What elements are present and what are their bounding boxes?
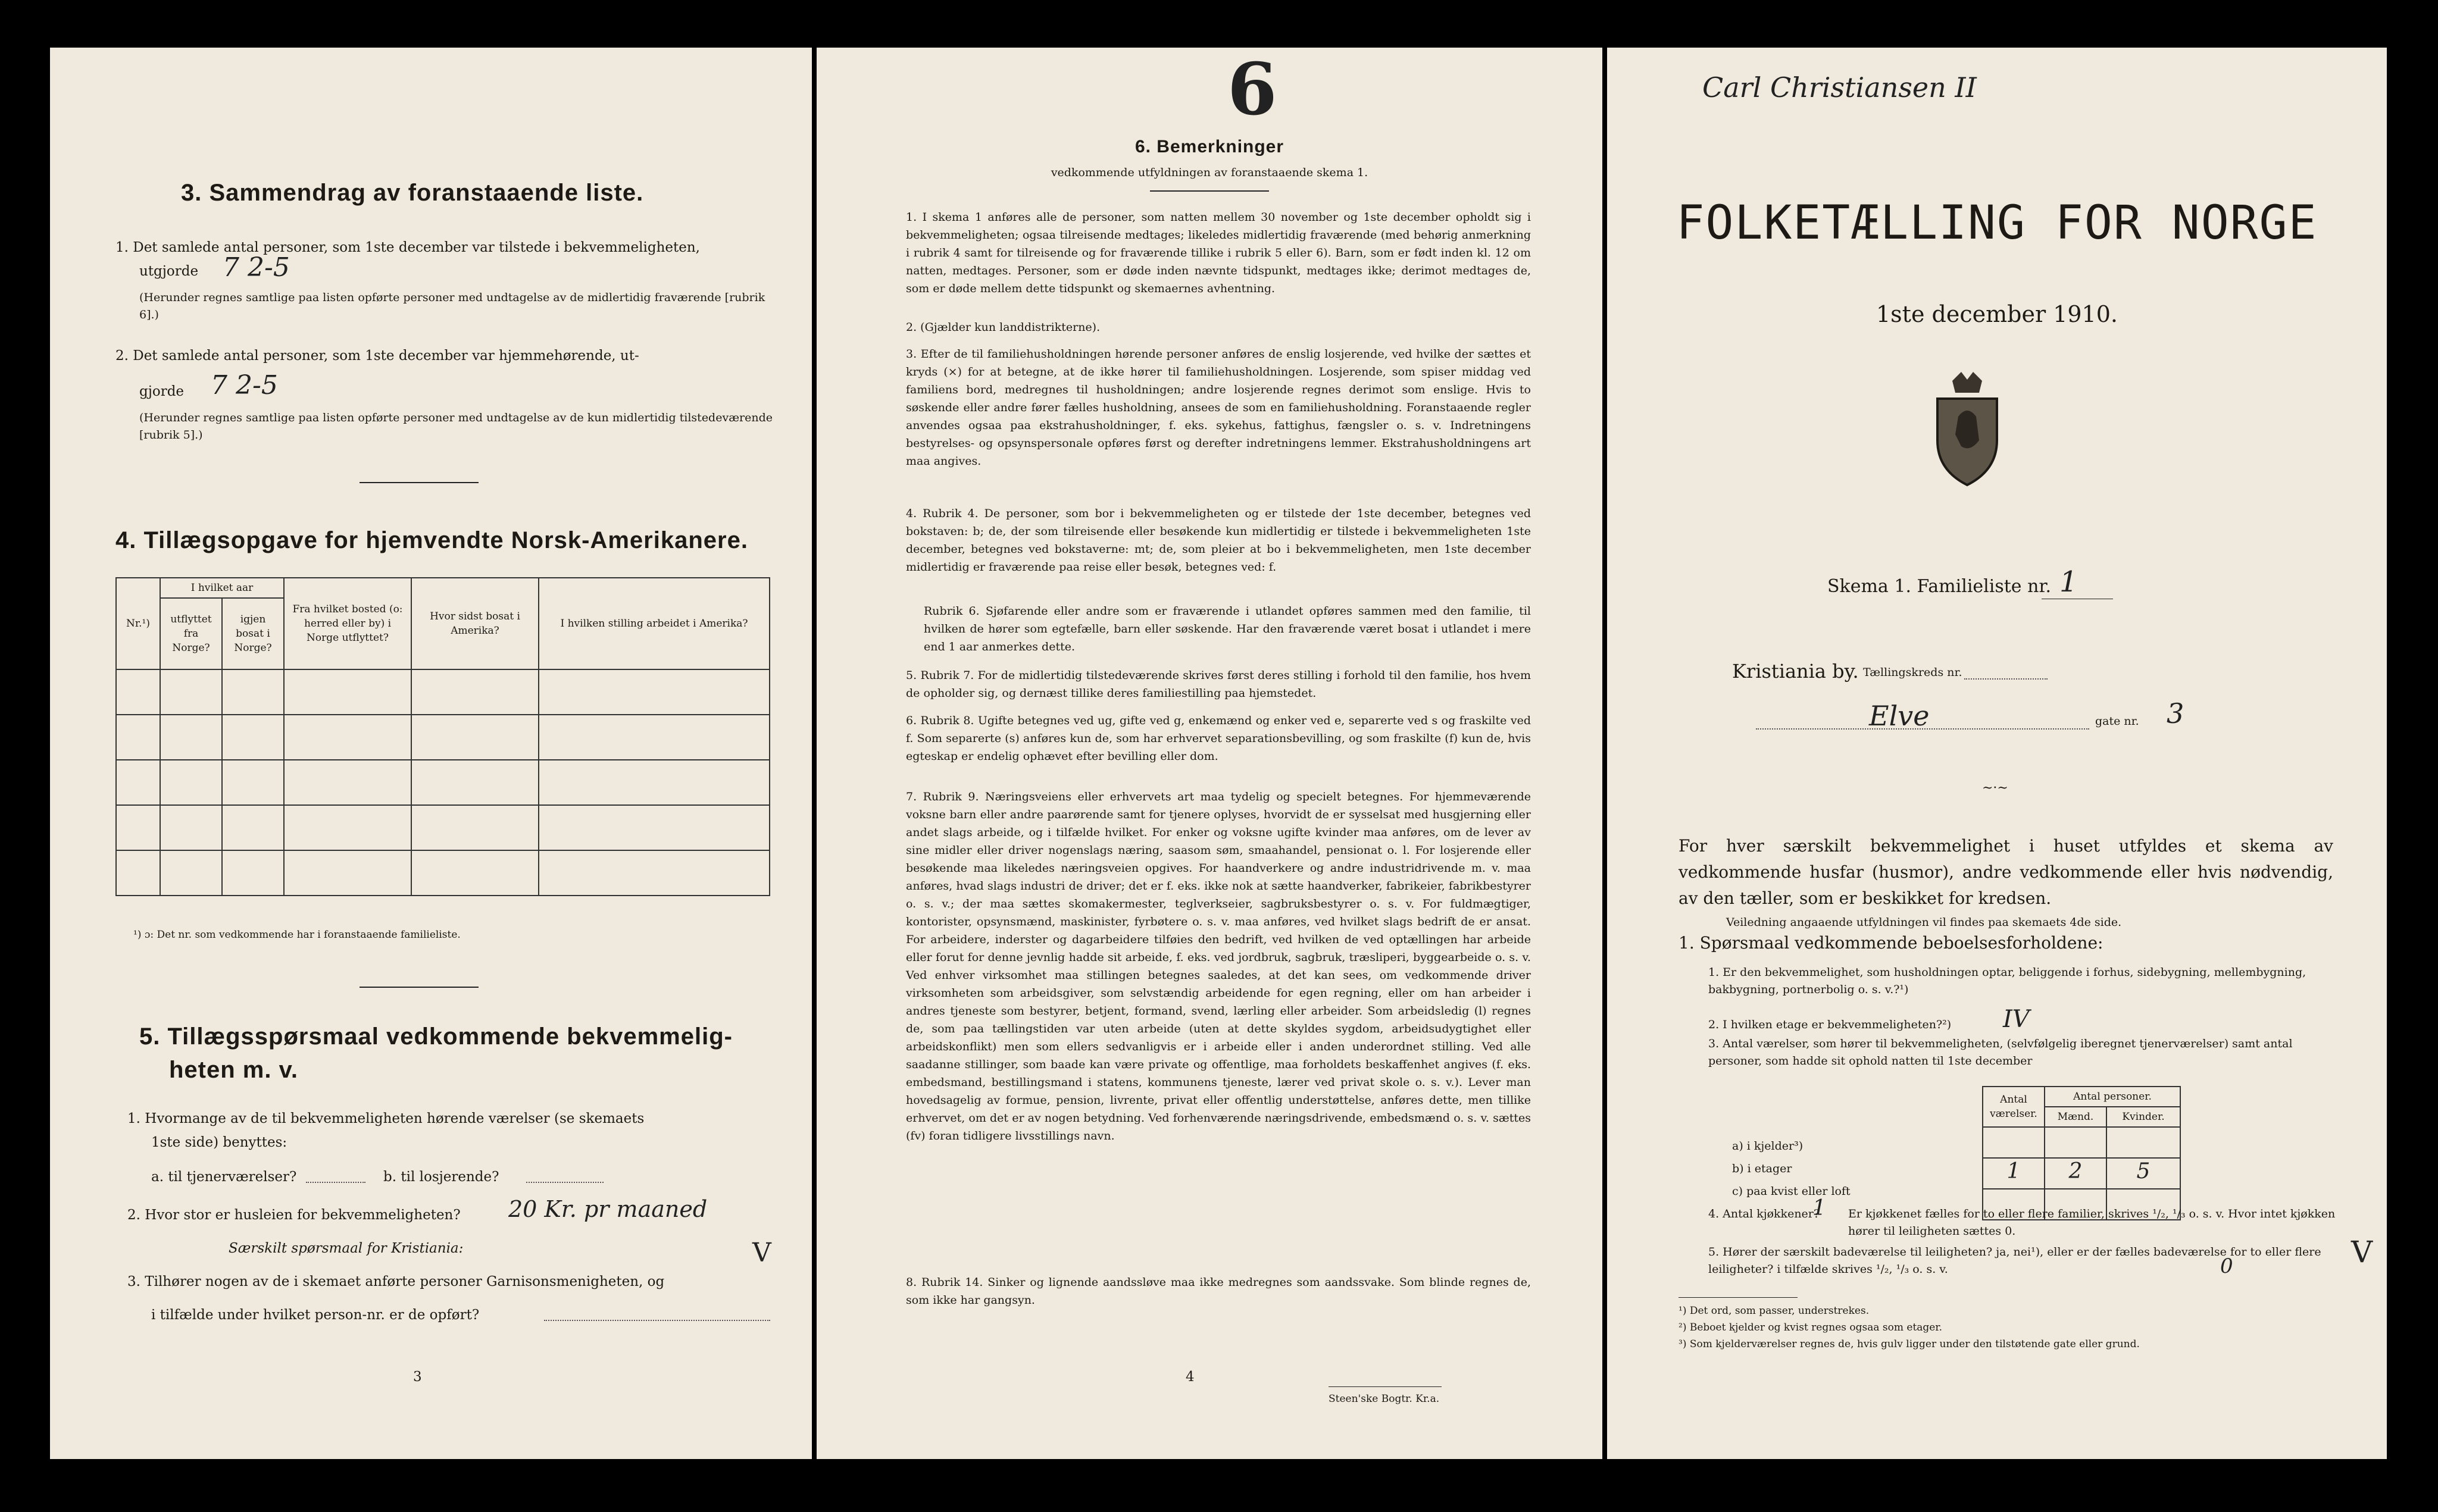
b-women-value: 5 (2136, 1159, 2151, 1184)
s3-q1-label: utgjorde (139, 264, 199, 279)
col-last-residence: Hvor sidst bosat i Amerika? (411, 578, 539, 669)
remarks-subtitle: vedkommende utfyldningen av foranstaaende skema 1. (1051, 166, 1368, 179)
gate-label: gate nr. (2095, 715, 2139, 728)
s5-q3-field[interactable] (544, 1320, 770, 1321)
note-4-rubrik-6: Rubrik 6. Sjøfarende eller andre som er fraværende i utlandet opføres sammen med den familie, til hvilken de hører som egtefælle, barn eller søskende. Har den fraværende været bosat i utlandet i mere end 1 aar anmerkes dette. (924, 605, 1531, 653)
question-3: 3. Antal værelser, som hører til bekvemmeligheten, (selvfølgelig iberegnet tjenerværelser) samt antal personer, som hadde sit ophold natten til 1ste december (1708, 1037, 2293, 1068)
table-row[interactable] (116, 760, 770, 805)
col-persons: Antal personer. (2045, 1087, 2180, 1107)
table-row[interactable] (116, 805, 770, 850)
row-b-label: b) i etager (1732, 1162, 1792, 1175)
skema-label: Skema 1. Familieliste nr. (1827, 576, 2051, 597)
s3-q2-text: 2. Det samlede antal personer, som 1ste december var hjemmehørende, ut- (115, 348, 639, 364)
col-from-where: Fra hvilket bosted (o: herred eller by) i Norge utflyttet? (284, 578, 411, 669)
s3-q1-note: (Herunder regnes samtlige paa listen opførte personer med undtagelse av de midlertidig fraværende [rubrik 6].) (139, 291, 765, 321)
s5-q1b-label: b. til losjerende? (383, 1169, 499, 1185)
section-5-title-b: heten m. v. (169, 1057, 298, 1083)
col-returned: igjen bosat i Norge? (222, 598, 284, 669)
note-2: 2. (Gjælder kun landdistrikterne). (906, 321, 1101, 334)
table-row[interactable] (1983, 1158, 2180, 1189)
street-value[interactable]: Elve (1869, 700, 1930, 732)
table-row[interactable] (116, 669, 770, 715)
divider (1329, 1386, 1442, 1387)
divider (1150, 190, 1269, 192)
s5-q2-value[interactable]: 20 Kr. pr maaned (508, 1196, 708, 1222)
divider (360, 987, 479, 988)
col-nr: Nr.¹) (116, 578, 160, 669)
note-5: 5. Rubrik 7. For de midlertidig tilstedeværende skrives først deres stilling i forhold til den familie, hos hvem de opholder sig, og dernæst tillike deres familiestilling paa hjemstedet. (906, 669, 1531, 700)
question-1: 1. Er den bekvemmelighet, som husholdningen optar, beliggende i forhus, sidebygning, mellembygning, bakbygning, portnerbolig o. s. v.?¹) (1708, 966, 2306, 996)
s5-q3-text: 3. Tilhører nogen av de i skemaet anførte personer Garnisonsmenigheten, og (127, 1274, 665, 1289)
s3-q2-note: (Herunder regnes samtlige paa listen opførte personer med undtagelse av de kun midlertidig tilstedeværende [rubrik 5].) (139, 411, 773, 442)
question-2-value[interactable]: IV (2003, 1006, 2030, 1033)
city-label: Kristiania by. (1732, 660, 1859, 683)
s5-q2-text: 2. Hvor stor er husleien for bekvemmeligheten? (127, 1207, 461, 1223)
question-4-value[interactable]: 1 (1812, 1196, 1826, 1220)
coat-of-arms-icon (1926, 369, 2009, 488)
district-label: Tællingskreds nr. (1863, 666, 1962, 679)
form-date: 1ste december 1910. (1876, 301, 2118, 327)
row-a-label: a) i kjelder³) (1732, 1140, 1804, 1153)
question-5-value[interactable]: 0 (2220, 1254, 2233, 1278)
table-row[interactable] (116, 715, 770, 760)
page-1 (1607, 48, 2387, 1459)
skema-nr[interactable]: 1 (2059, 565, 2078, 599)
s3-q2-value[interactable]: 7 2-5 (211, 370, 278, 400)
question-4: 4. Antal kjøkkener? (1708, 1207, 1820, 1220)
page-4 (817, 48, 1602, 1459)
section-3-title: 3. Sammendrag av foranstaaende liste. (181, 180, 644, 206)
col-year-group: I hvilket aar (160, 578, 284, 598)
table-footnote: ¹) ɔ: Det nr. som vedkommende har i foranstaaende familieliste. (133, 929, 461, 941)
norsk-amerikanere-table (115, 577, 770, 896)
row-c-label: c) paa kvist eller loft (1732, 1185, 1851, 1198)
s3-q1-value[interactable]: 7 2-5 (223, 252, 290, 283)
printer-imprint: Steen'ske Bogtr. Kr.a. (1329, 1393, 1440, 1405)
remarks-title: 6. Bemerkninger (1134, 137, 1284, 156)
question-2: 2. I hvilken etage er bekvemmeligheten?²) (1708, 1018, 1952, 1031)
footnote-3: ³) Som kjelderværelser regnes de, hvis gulv ligger under den tilstøtende gate eller grund. (1679, 1338, 2140, 1350)
s5-q1b-field[interactable] (526, 1182, 604, 1183)
section-5-title-a: 5. Tillægsspørsmaal vedkommende bekvemmelig- (139, 1023, 733, 1050)
s5-q1-text: 1. Hvormange av de til bekvemmeligheten hørende værelser (se skemaets (127, 1111, 645, 1126)
s5-q1a-field[interactable] (306, 1182, 365, 1183)
page-number: 4 (1186, 1369, 1195, 1385)
col-men: Mænd. (2045, 1107, 2106, 1127)
table-row[interactable] (1983, 1127, 2180, 1158)
col-position: I hvilken stilling arbeidet i Amerika? (539, 578, 770, 669)
b-rooms-value: 1 (2006, 1159, 2021, 1184)
rooms-persons-table (1982, 1086, 2181, 1220)
col-women: Kvinder. (2106, 1107, 2180, 1127)
note-4: 4. Rubrik 4. De personer, som bor i bekvemmeligheten og er tilstede der 1ste december, betegnes ved bokstaven: b; de, der som tilreisende eller besøkende kun midlertidig er tilstede i bekvemmeligheten 1ste december, betegnes ved bokstaverne: mt; de, som pleier at bo i bekvemmeligheten, men 1ste december midlertidig er fraværende paa reise eller besøk, betegnes ved: f. (906, 507, 1531, 574)
question-4-rest: Er kjøkkenet fælles for to eller flere familier, skrives ¹/₂, ¹/₃ o. s. v. Hvor intet kjøkken hører til leiligheten sættes 0. (1848, 1207, 2336, 1238)
intro-text: For hver særskilt bekvemmelighet i huset utfyldes et skema av vedkommende husfar (husmor), andre vedkommende eller hvis nødvendig, av den tæller, som er beskikket for kredsen. (1679, 836, 2333, 908)
footnote-1: ¹) Det ord, som passer, understrekes. (1679, 1305, 1870, 1317)
s5-q3-text-b: i tilfælde under hvilket person-nr. er de opført? (151, 1307, 480, 1323)
b-men-value: 2 (2068, 1159, 2083, 1184)
note-8: 8. Rubrik 14. Sinker og lignende aandssløve maa ikke medregnes som aandssvake. Som blinde regnes de, som ikke har gangsyn. (906, 1276, 1531, 1307)
s3-q2-label: gjorde (139, 384, 185, 399)
form-title: FOLKETÆLLING FOR NORGE (1676, 196, 2318, 250)
page-number: 3 (413, 1369, 422, 1385)
question-5: 5. Hører der særskilt badeværelse til leiligheten? ja, nei¹), eller er der fælles badeværelse for to eller flere leiligheter? i tilfælde skrives ¹/₂, ¹/₃ o. s. v. (1708, 1245, 2321, 1276)
col-emigrated: utflyttet fra Norge? (160, 598, 222, 669)
questions-heading: 1. Spørsmaal vedkommende beboelsesforholdene: (1679, 933, 2103, 953)
corner-mark: 6 (1227, 48, 1277, 132)
s5-q1-text-b: 1ste side) benyttes: (151, 1135, 287, 1150)
footnote-2: ²) Beboet kjelder og kvist regnes ogsaa som etager. (1679, 1322, 1943, 1333)
guidance-text: Veiledning angaaende utfyldningen vil findes paa skemaets 4de side. (1726, 916, 2122, 929)
col-rooms: Antal værelser. (1983, 1087, 2045, 1127)
note-1: 1. I skema 1 anføres alle de personer, som natten mellem 30 november og 1ste december opholdt sig i bekvemmeligheten; ogsaa tilreisende medtages; likeledes midlertidig fraværende (med behørig anmerkning i rubrik 4 samt for tilreisende og for fraværende tillike i rubrik 5 eller 6). Barn, som er født inden kl. 12 om natten, medtages. Personer, som er døde inden nævnte tidspunkt, medtages ikke; derimot medtages de, som er døde mellem dette tidspunkt og skemaernes avhentning. (906, 211, 1531, 295)
s5-q1a-label: a. til tjenerværelser? (151, 1169, 297, 1185)
section-4-title: 4. Tillægsopgave for hjemvendte Norsk-Amerikanere. (115, 527, 748, 553)
s5-kristiania-label: Særskilt spørsmaal for Kristiania: (229, 1241, 464, 1256)
district-field[interactable] (1964, 678, 2048, 680)
table-row[interactable] (116, 850, 770, 896)
check-mark: V (752, 1238, 771, 1268)
note-3: 3. Efter de til familiehusholdningen hørende personer anføres de enslig losjerende, ved hvilke der sættes et kryds (×) for at betegne, at de ikke hører til familiehusholdningen. Losjerende, som spiser middag ved familiens bord, medregnes til husholdningen; andre losjerende regnes derimot som enslige. Hvis to søskende eller andre fører fælles husholdning, ansees de som en familiehusholdning. Foranstaaende regler anvendes ogsaa paa ekstrahusholdninger, f. eks. sykehus, fattighus, fængsler o. s. v. Indretningens bestyrelses- og opsynspersonale opføres først og derefter indretningens lemmer. Ekstrahusholdningens art maa angives. (906, 348, 1531, 468)
s3-q1-text: 1. Det samlede antal personer, som 1ste december var tilstede i bekvemmeligheten, (115, 240, 700, 255)
gate-nr[interactable]: 3 (2167, 697, 2184, 730)
check-mark: V (2351, 1235, 2373, 1269)
divider (360, 482, 479, 483)
note-7: 7. Rubrik 9. Næringsveiens eller erhvervets art maa tydelig og specielt betegnes. For hjemmeværende voksne barn eller andre paarørende samt for tjenere oplyses, hvorvidt de er sysselsat med husgjerning eller andet slags arbeide, og i tilfælde hvilket. For enker og voksne ugifte kvinder maa anføres, om de lever av sine midler eller driver nogenslags næring, saasom søm, smaahandel, pensionat o. l. For losjerende eller besøkende maa likeledes næringsveien opgives. For haandverkere og andre industridrivende m. v. maa anføres, hvad slags industri de driver; det er f. eks. ikke nok at sætte haandverker, fabrikeier, fabrikbestyrer o. s. v.; der maa sættes skomakermester, teglverkseier, sagbruksbestyrer o. s. v. For fuldmægtiger, kontorister, opsynsmænd, maskinister, fyrbøtere o. s. v. maa anføres, ved hvilket slags bedrift de er ansat. For arbeidere, inderster og dagarbeidere tilføies den bedrift, ved hvilken de ved optællingen har arbeide eller forut for denne jevnlig hadde sit arbeide, f. eks. ved jordbruk, sagbruk, træsliperi, byggearbeide o. s. v. Ved enhver virksomhet maa stillingen betegnes saaledes, at det kan sees, om vedkommende driver virksomheten som arbeidsgiver, som selvstændig arbeidende for egen regning, eller om han arbeider i andres tjeneste som bestyrer, betjent, formand, svend, lærling eller arbeider. Som arbeidsledig (l) regnes de, som paa tællingstiden var uten arbeide (uten at dette skyldes sygdom, arbeidsudygtighet eller arbeidskonflikt) men som ellers sedvanligvis er i arbeide eller i anden underordnet stilling. Ved alle saadanne stillinger, som baade kan være private og offentlige, maa forholdets beskaffenhet angives (f. eks. embedsmand, bestillingsmand i statens, kommunens tjeneste, lærer ved privat skole o. s. v.). Lever man hovedsagelig av formue, pension, livrente, privat eller offentlig understøttelse, anføres dette, men tillike erhvervet, om det er av nogen betydning. Ved forhenværende næringsdrivende, embedsmænd o. s. v. sættes (fv) foran tidligere livsstillings navn. (906, 790, 1531, 1142)
ornament-icon: ~·~ (1982, 781, 2008, 796)
note-6: 6. Rubrik 8. Ugifte betegnes ved ug, gifte ved g, enkemænd og enker ved e, separerte ved s og fraskilte ved f. Som separerte (s) anføres kun de, som har erhvervet separationsbevilling, og som fraskilte (f) kun de, hvis egteskap er endelig ophævet efter bevilling eller dom. (906, 714, 1531, 763)
handwritten-name: Carl Christiansen II (1702, 71, 1977, 104)
page-3 (50, 48, 812, 1459)
divider (1679, 1297, 1798, 1298)
